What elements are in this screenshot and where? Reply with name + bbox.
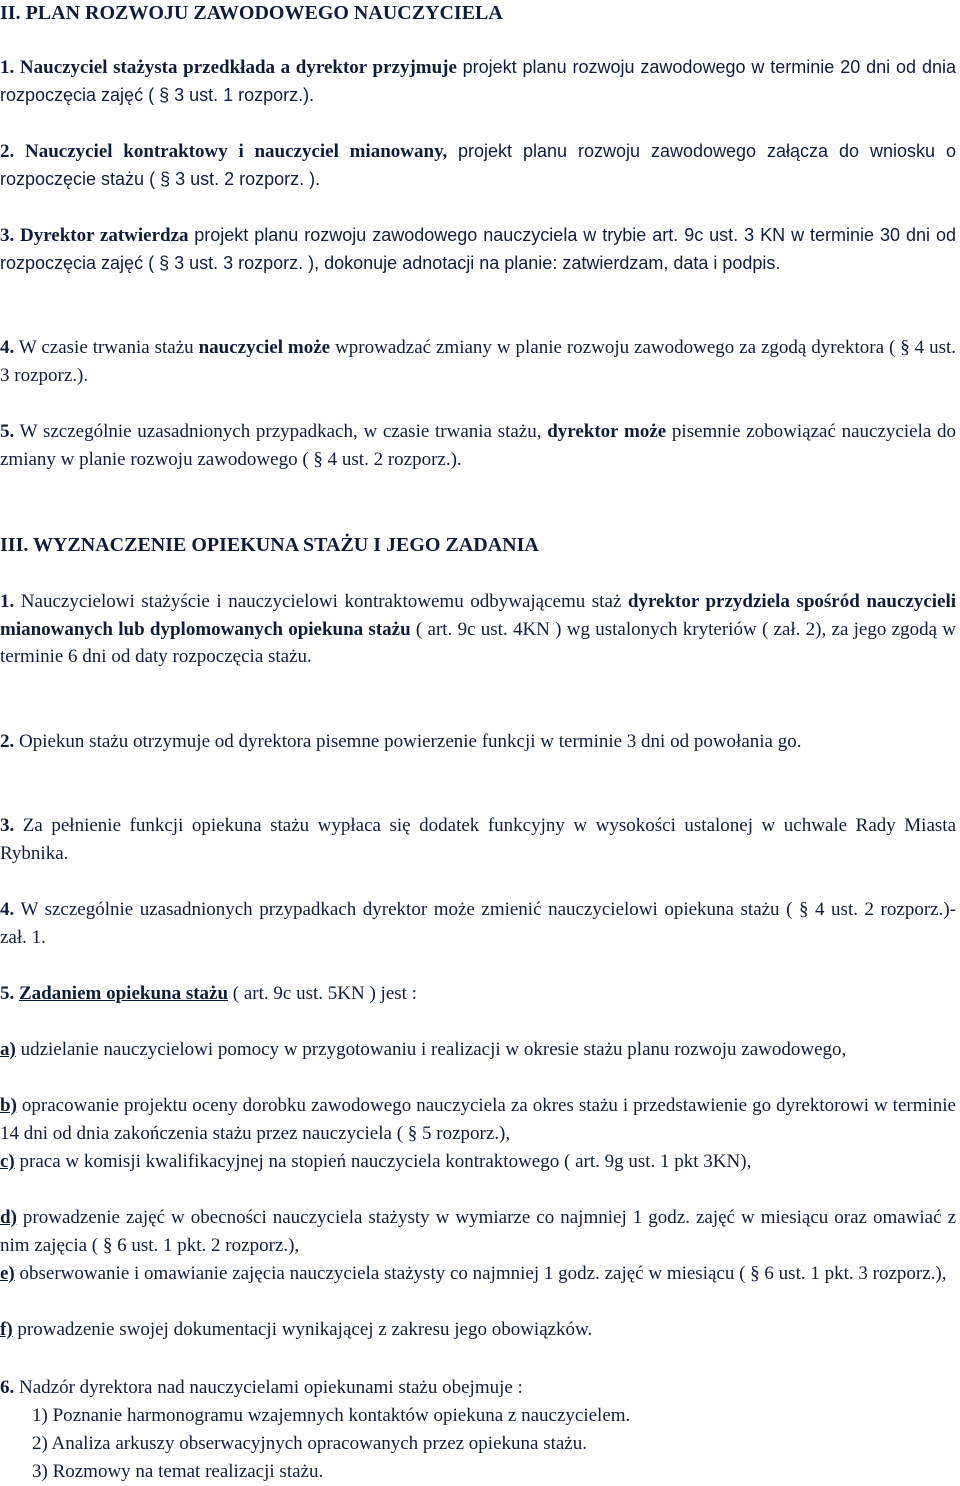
paragraph-number: 4. [0, 899, 15, 920]
supervision-item-2: 2) Analiza arkuszy obserwacyjnych opracowanych przez opiekuna stażu. [32, 1433, 587, 1454]
task-text: prowadzenie swojej dokumentacji wynikającej z zakresu jego obowiązków. [17, 1319, 593, 1340]
section-2-paragraph-5 [0, 418, 956, 473]
paragraph-number: 3. [0, 225, 15, 246]
task-text: udzielanie nauczycielowi pomocy w przygotowaniu i realizacji w okresie stażu planu rozwoju zawodowego, [20, 1039, 847, 1060]
paragraph-number: 2. [0, 731, 15, 752]
task-letter: a) [0, 1039, 16, 1060]
paragraph-text: Za pełnienie funkcji opiekuna stażu wypłaca się dodatek funkcyjny w wysokości ustalonej w uchwale Rady Miasta Rybnika. [0, 815, 956, 864]
supervision-item-1: 1) Poznanie harmonogramu wzajemnych kontaktów opiekuna z nauczycielem. [32, 1405, 631, 1426]
bold-phrase: Nauczyciel kontraktowy i nauczyciel mianowany, [24, 141, 448, 162]
task-letter: d) [0, 1207, 17, 1228]
supervision-item-3: 3) Rozmowy na temat realizacji stażu. [32, 1461, 324, 1482]
task-letter: f) [0, 1319, 13, 1340]
paragraph-number: 6. [0, 1377, 15, 1398]
section-3-paragraph-4 [0, 896, 956, 951]
bold-phrase: Nauczyciel stażysta przedkłada a dyrektor przyjmuje [19, 57, 457, 78]
task-item-d [0, 1204, 956, 1259]
task-item-a [0, 1036, 956, 1064]
section-2-paragraph-1 [0, 54, 956, 109]
section-3-paragraph-6 [0, 1374, 956, 1402]
section-3-paragraph-5 [0, 980, 956, 1008]
paragraph-number: 1. [0, 57, 15, 78]
paragraph-number: 5. [0, 983, 15, 1004]
section-3-paragraph-1 [0, 588, 956, 671]
paragraph-text: ( art. 9c ust. 4KN ) wg ustalonych kryteriów ( zał. 2), za jego zgodą w terminie 6 dni od daty rozpoczęcia stażu. [0, 618, 956, 668]
section-3-paragraph-3 [0, 812, 956, 867]
paragraph-text: Nadzór dyrektora nad nauczycielami opiekunami stażu obejmuje : [19, 1377, 523, 1398]
section-3-paragraph-2 [0, 728, 956, 756]
task-text: praca w komisji kwalifikacyjnej na stopień nauczyciela kontraktowego ( art. 9g ust. 1 pkt 3KN), [19, 1151, 752, 1172]
bold-phrase: dyrektor może [547, 421, 667, 442]
section-3-heading: III. WYZNACZENIE OPIEKUNA STAŻU I JEGO ZADANIA [0, 534, 539, 556]
paragraph-number: 3. [0, 815, 15, 836]
paragraph-text: ( art. 9c ust. 5KN ) jest : [232, 983, 417, 1004]
paragraph-text: wprowadzać zmiany w planie rozwoju zawodowego za zgodą dyrektora ( § 4 ust. 3 rozporz.). [0, 337, 957, 386]
paragraph-text: W czasie trwania stażu [18, 337, 194, 358]
paragraph-text: Nauczycielowi stażyście i nauczycielowi kontraktowemu odbywającemu staż [20, 591, 622, 612]
paragraph-text: projekt planu rozwoju zawodowego załącza do wniosku o rozpoczęcie stażu ( § 3 ust. 2 rozporz. ). [0, 141, 957, 189]
task-letter: b) [0, 1095, 17, 1116]
paragraph-number: 4. [0, 337, 15, 358]
section-2-paragraph-4 [0, 334, 956, 389]
paragraph-text: W szczególnie uzasadnionych przypadkach, w czasie trwania stażu, [19, 421, 542, 442]
paragraph-number: 1. [0, 591, 15, 612]
paragraph-text: pisemnie zobowiązać nauczyciela do zmiany w planie rozwoju zawodowego ( § 4 ust. 2 rozporz.). [0, 421, 956, 470]
task-text: obserwowanie i omawianie zajęcia nauczyciela stażysty co najmniej 1 godz. zajęć w miesiącu ( § 6 ust. 1 pkt. 3 rozporz.), [19, 1263, 947, 1284]
paragraph-number: 5. [0, 421, 15, 442]
task-letter: e) [0, 1263, 15, 1284]
task-item-c [0, 1148, 956, 1176]
section-2-paragraph-2 [0, 138, 956, 193]
bold-phrase: Zadaniem opiekuna stażu [19, 983, 229, 1004]
task-text: opracowanie projektu oceny dorobku zawodowego nauczyciela za okres stażu i przedstawienie go dyrektorowi w terminie 14 dni od dnia zakończenia stażu przez nauczyciela ( § 5 rozporz.), [0, 1095, 956, 1144]
task-item-f [0, 1316, 956, 1344]
paragraph-text: projekt planu rozwoju zawodowego w terminie 20 dni od dnia rozpoczęcia zajęć ( § 3 ust. 1 rozporz.). [0, 57, 957, 105]
bold-phrase: nauczyciel może [198, 337, 331, 358]
task-letter: c) [0, 1151, 15, 1172]
bold-phrase: Dyrektor zatwierdza [19, 225, 189, 246]
task-text: prowadzenie zajęć w obecności nauczyciela stażysty w wymiarze co najmniej 1 godz. zajęć w miesiącu oraz omawiać z nim zajęcia ( § 6 ust. 1 pkt. 2 rozporz.), [0, 1207, 956, 1256]
paragraph-number: 2. [0, 141, 15, 162]
section-2-paragraph-3 [0, 222, 956, 277]
task-item-e [0, 1260, 956, 1288]
paragraph-text: projekt planu rozwoju zawodowego nauczyciela w trybie art. 9c ust. 3 KN w terminie 30 dni od rozpoczęcia zajęć ( § 3 ust. 3 rozporz. ), dokonuje adnotacji na planie: zatwierdzam, data i podpis. [0, 225, 957, 273]
paragraph-text: Opiekun stażu otrzymuje od dyrektora pisemne powierzenie funkcji w terminie 3 dni od powołania go. [19, 731, 802, 752]
bold-phrase: dyrektor przydziela spośród nauczycieli mianowanych lub dyplomowanych opiekuna stażu [0, 591, 957, 640]
paragraph-text: W szczególnie uzasadnionych przypadkach dyrektor może zmienić nauczycielowi opiekuna stażu ( § 4 ust. 2 rozporz.)- zał. 1. [0, 899, 956, 948]
section-2-heading: II. PLAN ROZWOJU ZAWODOWEGO NAUCZYCIELA [0, 2, 503, 24]
task-item-b [0, 1092, 956, 1147]
